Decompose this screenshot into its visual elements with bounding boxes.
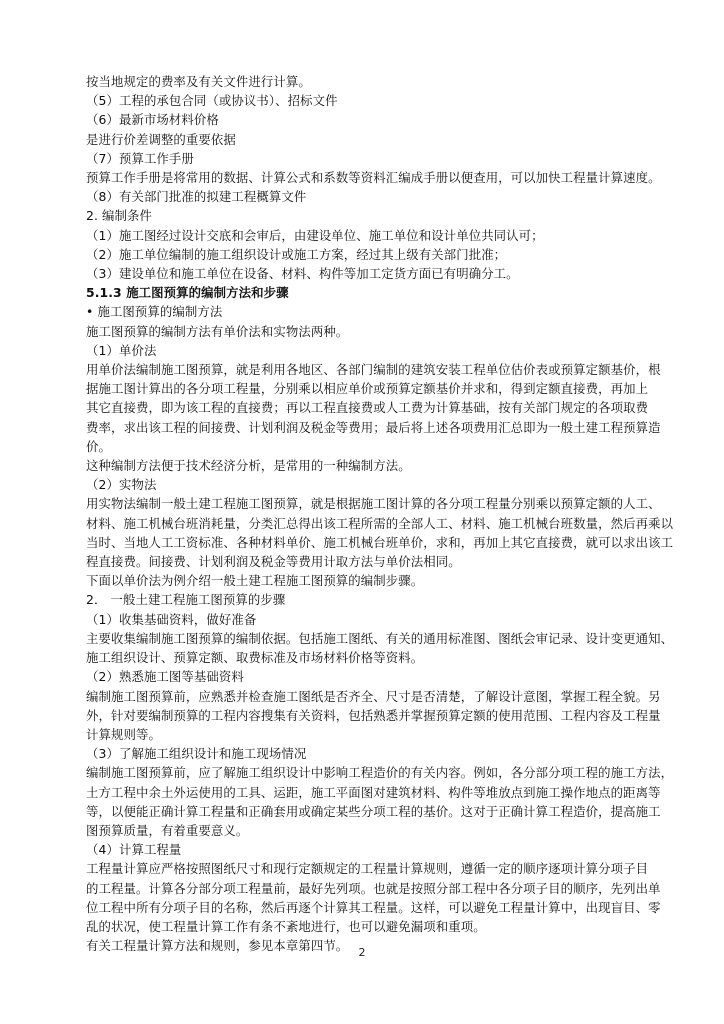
- text-line: 这种编制方法便于技术经济分析，是常用的一种编制方法。: [86, 458, 411, 474]
- list-item: （1）收集基础资料，做好准备: [86, 611, 257, 627]
- text-line: 是进行价差调整的重要依据: [86, 131, 236, 147]
- text-line: 外，针对要编制预算的工程内容搜集有关资料，包括熟悉并掌握预算定额的使用范围、工程内容及工程量: [86, 707, 661, 723]
- text-line: 位工程中所有分项子目的名称，然后再逐个计算其工程量。这样，可以避免工程量计算中，出现盲目、零: [86, 899, 661, 915]
- list-item: （3）建设单位和施工单位在设备、材料、构件等加工定货方面已有明确分工。: [86, 266, 519, 282]
- text-line: 当时、当地人工工资标准、各种材料单价、施工机械台班单价，求和，再加上其它直接费，就可以求出该工: [86, 534, 674, 550]
- text-line: 乱的状况，使工程量计算工作有条不紊地进行，也可以避免漏项和重项。: [86, 918, 486, 934]
- text-line: 主要收集编制施工图预算的编制依据。包括施工图纸、有关的通用标准图、图纸会审记录、设计变更通知、: [86, 630, 674, 646]
- page-number: 2: [358, 946, 366, 959]
- text-line: 工程量计算应严格按照图纸尺寸和现行定额规定的工程量计算规则，遵循一定的顺序逐项计算分项子目: [86, 861, 649, 877]
- bullet-item: • 施工图预算的编制方法: [86, 304, 223, 320]
- text-line: 等，以便能正确计算工程量和正确套用或确定某些分项工程的基价。这对于正确计算工程造价，提高施工: [86, 803, 661, 819]
- text-line: 编制施工图预算前，应了解施工组织设计中影响工程造价的有关内容。例如，各分部分项工程的施工方法，: [86, 765, 674, 781]
- text-line: 预算工作手册是将常用的数据、计算公式和系数等资料汇编成手册以便查用，可以加快工程量计算速度。: [86, 170, 661, 186]
- list-item: （2）熟悉施工图等基础资料: [86, 669, 244, 685]
- list-item: （7）预算工作手册: [86, 150, 194, 166]
- list-item: （6）最新市场材料价格: [86, 112, 219, 128]
- text-line: 计算规则等。: [86, 726, 161, 742]
- text-line: 施工图预算的编制方法有单价法和实物法两种。: [86, 323, 349, 339]
- text-line: 价。: [86, 438, 111, 454]
- list-item: （2）实物法: [86, 477, 157, 493]
- text-line: 用单价法编制施工图预算，就是利用各地区、各部门编制的建筑安装工程单位估价表或预算定额基价，根: [86, 362, 661, 378]
- document-body: [86, 72, 686, 955]
- text-line: 图预算质量，有着重要意义。: [86, 822, 249, 838]
- section-heading: 5.1.3 施工图预算的编制方法和步骤: [86, 285, 289, 301]
- text-line: 有关工程量计算方法和规则，参见本章第四节。: [86, 938, 349, 954]
- text-line: 材料、施工机械台班消耗量，分类汇总得出该工程所需的全部人工、材料、施工机械台班数量，然后再乘以: [86, 515, 674, 531]
- text-line: 编制施工图预算前，应熟悉并检查施工图纸是否齐全、尺寸是否清楚，了解设计意图，掌握工程全貌。另: [86, 688, 661, 704]
- list-item: （5）工程的承包合同（或协议书）、招标文件: [86, 93, 338, 109]
- list-item: （1）施工图经过设计交底和会审后，由建设单位、施工单位和设计单位共同认可；: [86, 227, 544, 243]
- text-line: 程直接费。间接费、计划利润及税金等费用计取方法与单价法相同。: [86, 554, 461, 570]
- text-line: 下面以单价法为例介绍一般土建工程施工图预算的编制步骤。: [86, 573, 424, 589]
- list-item: （8）有关部门批准的拟建工程概算文件: [86, 189, 307, 205]
- text-line: 其它直接费，即为该工程的直接费；再以工程直接费或人工费为计算基础，按有关部门规定的各项取费: [86, 400, 649, 416]
- list-item: （3）了解施工组织设计和施工现场情况: [86, 746, 307, 762]
- text-line: 按当地规定的费率及有关文件进行计算。: [86, 74, 311, 89]
- text-line: 据施工图计算出的各分项工程量，分别乘以相应单价或预算定额基价并求和，得到定额直接费，再加上: [86, 381, 649, 397]
- text-line: 土方工程中余土外运使用的工具、运距，施工平面图对建筑材料、构件等堆放点到施工操作地点的距离等: [86, 784, 661, 800]
- text-line: 施工组织设计、预算定额、取费标准及市场材料价格等资料。: [86, 650, 424, 666]
- text-line: 的工程量。计算各分部分项工程量前，最好先列项。也就是按照分部工程中各分项子目的顺序，先列出单: [86, 880, 661, 896]
- list-item: （2）施工单位编制的施工组织设计或施工方案，经过其上级有关部门批准；: [86, 246, 507, 262]
- list-item: （1）单价法: [86, 342, 157, 358]
- text-line: 用实物法编制一般土建工程施工图预算，就是根据施工图计算的各分项工程量分别乘以预算定额的人工、: [86, 496, 661, 512]
- list-item: （4）计算工程量: [86, 842, 182, 858]
- text-line: 费率，求出该工程的间接费、计划利润及税金等费用；最后将上述各项费用汇总即为一般土建工程预算造: [86, 419, 661, 435]
- subheading: 2． 一般土建工程施工图预算的步骤: [86, 592, 286, 608]
- subheading: 2. 编制条件: [86, 208, 153, 224]
